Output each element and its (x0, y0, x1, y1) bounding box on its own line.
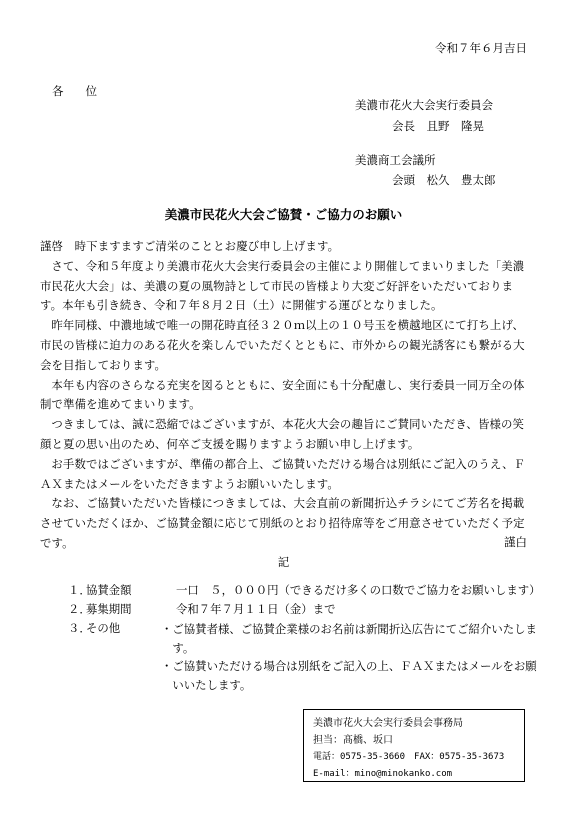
document-title: 美濃市民花火大会ご協賛・ご協力のお願い (164, 207, 403, 222)
item-other (68, 620, 176, 636)
sender2-org: 美濃商工会議所 (355, 153, 436, 167)
greeting-paragraph: 謹啓 時下ますますご清栄のこととお慶び申し上げます。 (40, 239, 340, 253)
item-label: 協賛金額 (86, 583, 132, 597)
closing-word: 謹白 (504, 535, 527, 549)
contact-box (303, 709, 525, 782)
body-paragraph: 昨年同様、中濃地域で唯一の開花時直径３２０ｍ以上の１０号玉を横越地区にて打ち上げ、市民の皆様に迫力のある花火を楽しんでいただくとともに、市外からの観光誘客にも繋がる大会を目指しております。 (40, 318, 525, 372)
sender2-person: 会頭 松久 豊太郎 (392, 173, 496, 187)
contact-office: 美濃市花火大会実行委員会事務局 (313, 718, 463, 729)
letter-body (40, 237, 532, 554)
body-paragraph: お手数ではございますが、準備の都合上、ご協賛いただける場合は別紙にご記入のうえ、ＦＡＸまたはメールをいただきますようお願いいたします。 (40, 456, 526, 491)
item-number: １． (68, 583, 91, 597)
contact-email: E-mail：mino@minokanko.com (313, 769, 453, 779)
bullet-item: ・ご協賛者様、ご協賛企業様のお名前は新聞折込広告にてご紹介いたします。 (161, 622, 537, 655)
contact-staff: 担当：髙橋、坂口 (313, 735, 393, 746)
contact-phone: 電話：0575-35-3660 FAX：0575-35-3673 (313, 752, 505, 762)
other-bullets (161, 620, 541, 694)
body-paragraph: 本年も内容のさらなる充実を図るとともに、安全面にも十分配慮し、実行委員一同万全の体制で準備を進めてまいります。 (40, 377, 525, 412)
item-label: その他 (86, 621, 121, 635)
sender1-person: 会長 且野 隆晃 (392, 119, 484, 133)
sender1-org: 美濃市花火大会実行委員会 (355, 98, 493, 112)
item-number: ３． (68, 621, 91, 635)
item-amount (68, 582, 541, 598)
item-period (68, 601, 335, 617)
issue-date: 令和７年６月吉日 (435, 41, 527, 55)
item-label: 募集期間 (86, 602, 132, 616)
body-paragraph: なお、ご協賛いただいた皆様につきましては、大会直前の新聞折込チラシにてご芳名を掲載させていただくほか、ご協賛金額に応じて別紙のとおり招待席等をご用意させていただく予定です。 (40, 496, 525, 550)
item-number: ２． (68, 602, 91, 616)
addressee: 各位 (52, 84, 119, 98)
bullet-item: ・ご協賛いただける場合は別紙をご記入の上、ＦＡＸまたはメールをお願いいたします。 (161, 659, 537, 692)
body-paragraph: さて、令和５年度より美濃市花火大会実行委員会の主催により開催してまいりました「美濃市民花火大会」は、美濃の夏の風物詩として市民の皆様より大変ご好評をいただいております。本年も引き続き、令和７年８月２日（土）に開催する運びとなりました。 (40, 258, 525, 313)
item-value: 一口 ５，０００円（できるだけ多くの口数でご協力をお願いします） (176, 583, 541, 597)
ki-heading: 記 (277, 555, 290, 569)
body-paragraph: つきましては、誠に恐縮ではございますが、本花火大会の趣旨にご賛同いただき、皆様の笑顔と夏の思い出のため、何卒ご支援を賜りますようお願い申し上げます。 (40, 417, 525, 451)
item-value: 令和７年７月１１日（金）まで (176, 602, 336, 616)
